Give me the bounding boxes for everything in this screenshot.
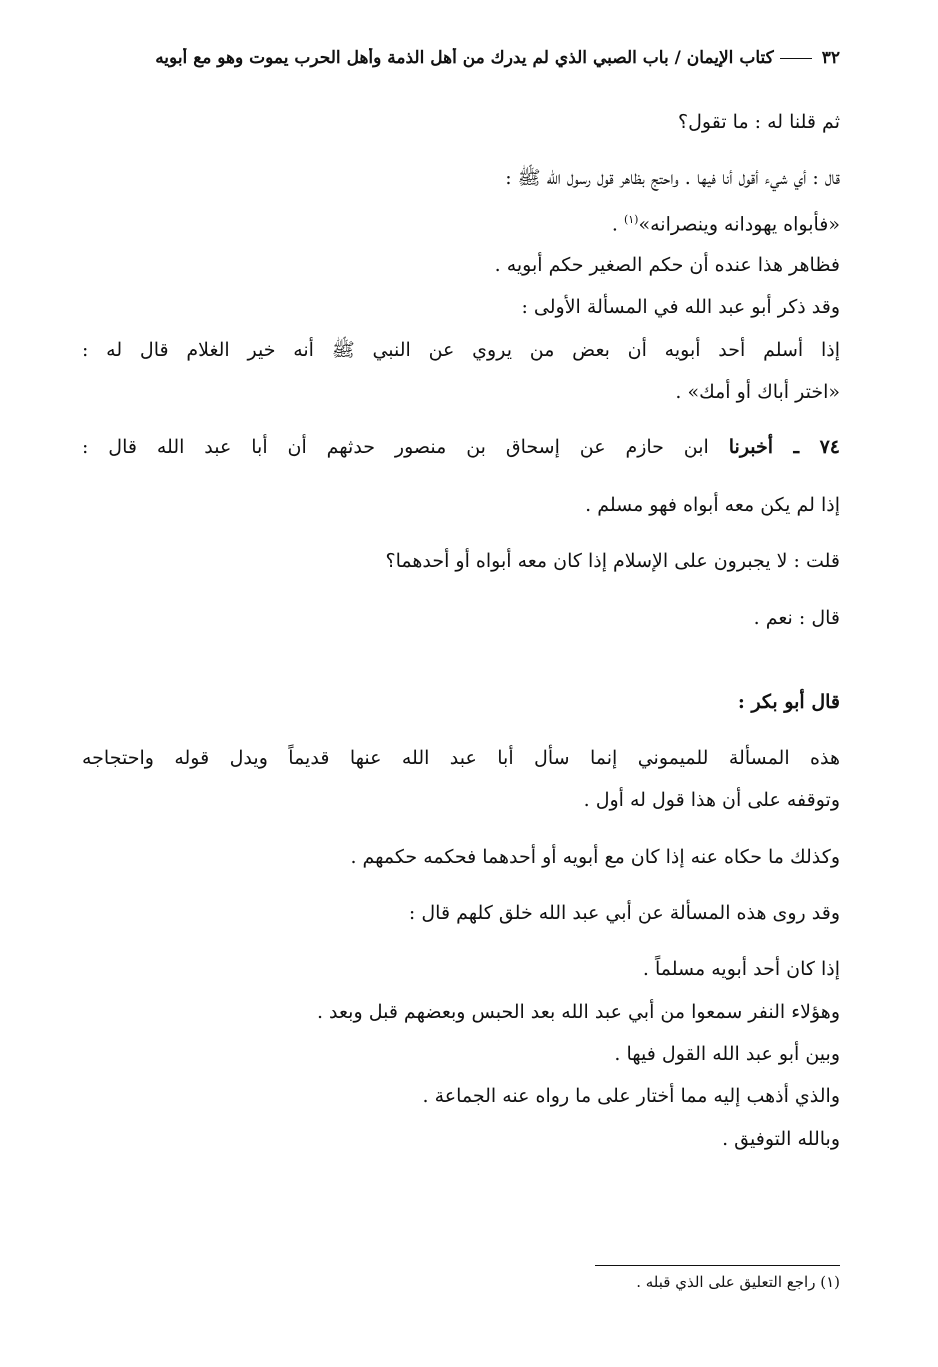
text-line: وتوقفه على أن هذا قول له أول .	[583, 789, 840, 811]
page-number: ٣٢	[821, 48, 840, 68]
text-line: هذه المسألة للميموني إنما سأل أبا عبد الله عنها قديماً ويدل قوله واحتجاجه	[82, 747, 840, 769]
text-line: «اختر أباك أو أمك» .	[675, 381, 840, 403]
text-line: وكذلك ما حكاه عنه إذا كان مع أبويه أو أحدهما فحكمه حكمهم .	[350, 846, 840, 868]
running-header	[80, 48, 840, 68]
running-title: كتاب الإيمان / باب الصبي الذي لم يدرك من أهل الذمة وأهل الحرب يموت وهو مع أبويه	[155, 48, 774, 68]
text-line: وقد ذكر أبو عبد الله في المسألة الأولى :	[521, 296, 840, 318]
text-line: وبين أبو عبد الله القول فيها .	[614, 1043, 840, 1065]
text-line: قال : أي شيء أقول أنا فيها . واحتج بظاهر قول رسول الله ﷺ :	[505, 167, 840, 189]
header-dash	[780, 58, 812, 59]
footnote-ref: (١)	[623, 213, 639, 226]
text-line: ثم قلنا له : ما تقول؟	[678, 111, 840, 133]
section-heading: قال أبو بكر :	[737, 691, 840, 713]
hadith-quote: «فأبواه يهودانه وينصرانه»	[638, 213, 840, 236]
report-number: ٧٤ ـ أخبرنا	[728, 436, 840, 458]
footnote-rule	[595, 1265, 840, 1266]
text-line: إذا أسلم أحد أبويه أن بعض من يروي عن النبي ﷺ أنه خير الغلام قال له :	[82, 339, 840, 361]
text-line: إذا لم يكن معه أبواه فهو مسلم .	[585, 494, 840, 516]
text-line: وقد روى هذه المسألة عن أبي عبد الله خلق كلهم قال :	[408, 902, 840, 924]
text-line	[612, 206, 840, 238]
text-line	[82, 433, 840, 461]
text-line: وهؤلاء النفر سمعوا من أبي عبد الله بعد الحبس وبعضهم قبل وبعد .	[316, 1001, 840, 1023]
text-line: قلت : لا يجبرون على الإسلام إذا كان معه أبواه أو أحدهما؟	[385, 550, 840, 572]
report-text: ابن حازم عن إسحاق بن منصور حدثهم أن أبا عبد الله قال :	[82, 436, 729, 458]
text-line: إذا كان أحد أبويه مسلماً .	[642, 958, 840, 980]
footnote: (١) راجع التعليق على الذي قبله .	[636, 1273, 840, 1291]
text-line: وبالله التوفيق .	[722, 1128, 840, 1150]
text-line: والذي أذهب إليه مما أختار على ما رواه عنه الجماعة .	[422, 1085, 840, 1107]
text-line: قال : نعم .	[753, 607, 840, 629]
text-line: فظاهر هذا عنده أن حكم الصغير حكم أبويه .	[494, 254, 840, 276]
line-end: .	[611, 213, 624, 236]
